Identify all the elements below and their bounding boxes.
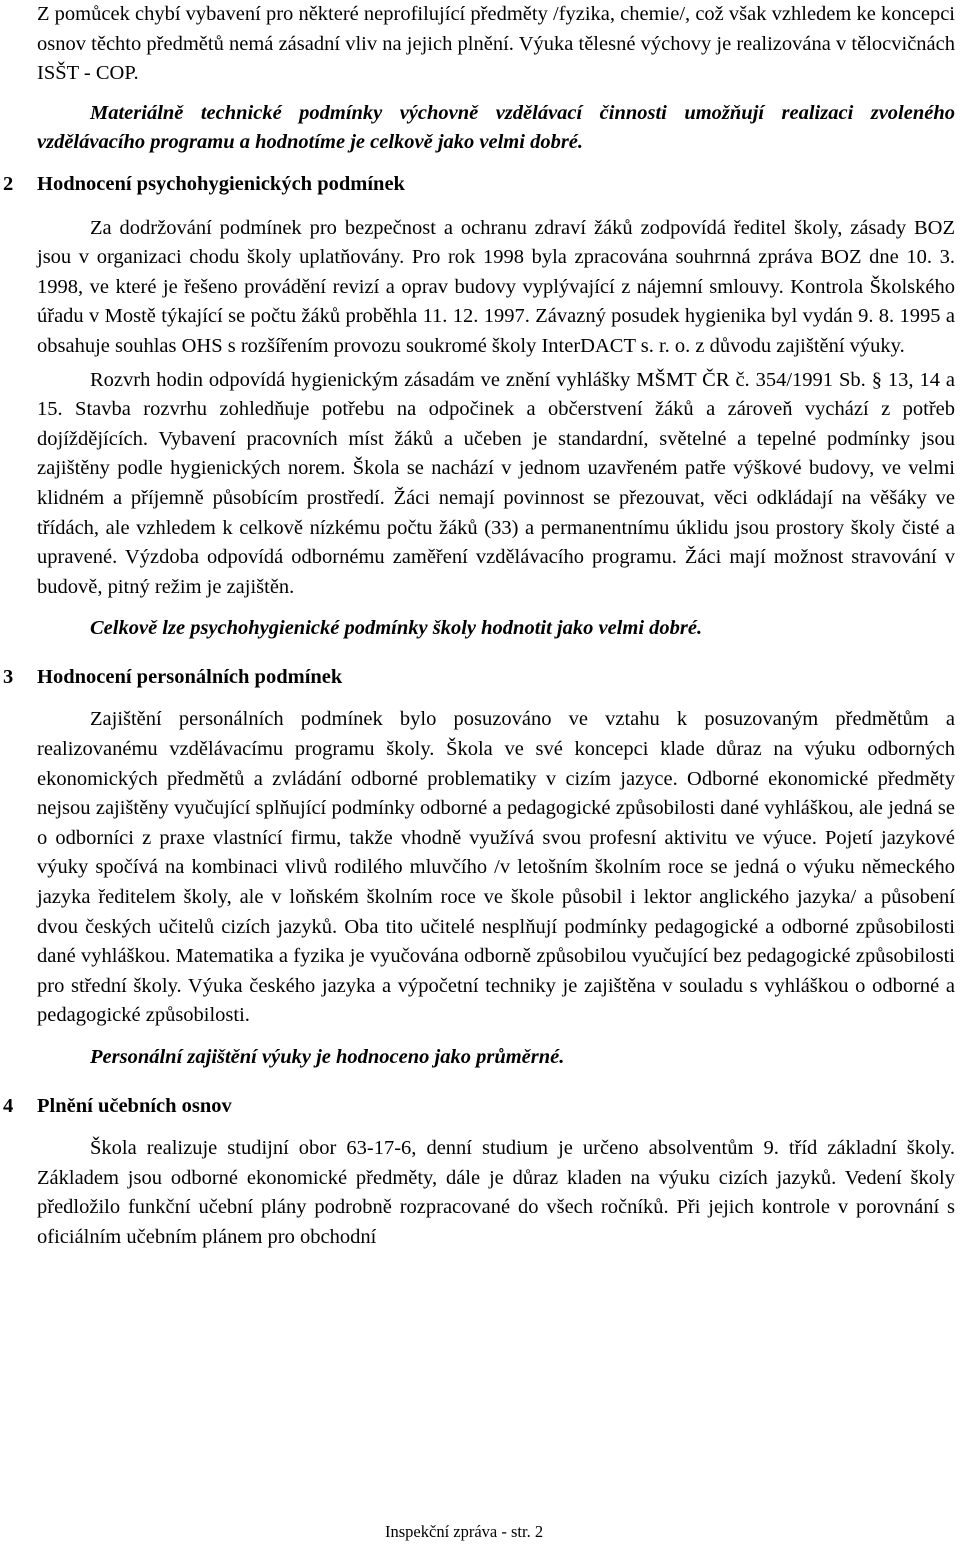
section-2-conclusion: Celkově lze psychohygienické podmínky školy hodnotit jako velmi dobré. (90, 617, 703, 640)
section-3-heading (3, 663, 955, 693)
intro-conclusion: Materiálně technické podmínky výchovně vzdělávací činnosti umožňují realizaci zvoleného vzdělávacího programu a hodnotíme je celkově jako velmi dobré. (37, 101, 955, 154)
section-2-heading (3, 170, 955, 200)
section-4-title: Plnění učebních osnov (37, 1094, 232, 1117)
section-2-paragraph-1: Za dodržování podmínek pro bezpečnost a ochranu zdraví žáků zodpovídá ředitel školy, zásady BOZ jsou v organizaci chodu školy uplatňovány. Pro rok 1998 byla zpracována souhrnná zpráva BOZ dne 10. 3. 1998, ve které je řešeno provádění revizí a oprav budovy vyplývající z nájemní smlouvy. Kontrola Školského úřadu v Mostě týkající se počtu žáků proběhla 11. 12. 1997. Závazný posudek hygienika byl vydán 9. 8. 1995 a obsahuje souhlas OHS s rozšířením provozu soukromé školy InterDACT s. r. o. z důvodu zajištění výuky. (37, 216, 955, 357)
document-page (3, 0, 955, 1253)
section-2-paragraph-2: Rozvrh hodin odpovídá hygienickým zásadám ve znění vyhlášky MŠMT ČR č. 354/1991 Sb. § 13, 14 a 15. Stavba rozvrhu zohledňuje potřebu na odpočinek a občerstvení žáků a zároveň vychází z potřeb dojíždějících. Vybavení pracovních míst žáků a učeben je standardní, světelné a tepelné podmínky jsou zajištěny podle hygienických norem. Škola se nachází v jednom uzavřeném patře výškové budovy, ve velmi klidném a příjemně působícím prostředí. Žáci nemají povinnost se přezouvat, věci odkládají na věšáky ve třídách, ale vzhledem k celkově nízkému počtu žáků (33) a permanentnímu úklidu jsou prostory školy čisté a upravené. Výzdoba odpovídá odbornému zaměření vzdělávacího programu. Žáci mají možnost stravování v budově, pitný režim je zajištěn. (37, 368, 955, 598)
section-4-paragraph-1: Škola realizuje studijní obor 63-17-6, denní studium je určeno absolventům 9. tříd základní školy. Základem jsou odborné ekonomické předměty, dále je důraz kladen na výuku cizích jazyků. Vedení školy předložilo funkční učební plány podrobně rozpracované do všech ročníků. Při jejich kontrole v porovnání s oficiálním učebním plánem pro obchodní (37, 1137, 955, 1248)
intro-paragraph: Z pomůcek chybí vybavení pro některé neprofilující předměty /fyzika, chemie/, což však vzhledem ke koncepci osnov těchto předmětů nemá zásadní vliv na jejich plnění. Výuka tělesné výchovy je realizována v tělocvičnách ISŠT - COP. (37, 3, 955, 85)
section-4-heading (3, 1092, 955, 1122)
page-footer: Inspekční zpráva - str. 2 (385, 1522, 544, 1541)
section-3-number: 3 (3, 665, 14, 688)
section-2-number: 2 (3, 172, 14, 195)
section-3-title: Hodnocení personálních podmínek (37, 665, 343, 688)
section-2-title: Hodnocení psychohygienických podmínek (37, 172, 405, 195)
section-3-paragraph-1: Zajištění personálních podmínek bylo posuzováno ve vztahu k posuzovaným předmětům a realizovanému vzdělávacímu programu školy. Škola ve své koncepci klade důraz na výuku odborných ekonomických předmětů a zvládání odborné problematiky v cizím jazyce. Odborné ekonomické předměty nejsou zajištěny vyučující splňující podmínky odborné a pedagogické způsobilosti dané vyhláškou, ale jedná se o odborníci z praxe vlastnící firmu, takže vhodně využívá svou profesní aktivitu ve výuce. Pojetí jazykové výuky spočívá na kombinaci vlivů rodilého mluvčího /v letošním školním roce se jedná o výuku německého jazyka ředitelem školy, ale v loňském školním roce ve škole působil i lektor anglického jazyka/ a působení dvou českých učitelů cizích jazyků. Oba tito učitelé nesplňují podmínky pedagogické a odborné způsobilosti dané vyhláškou. Matematika a fyzika je vyučována odborně způsobilou vyučující bez pedagogické způsobilosti pro střední školy. Výuka českého jazyka a výpočetní techniky je zajištěna v souladu s vyhláškou o odborné a pedagogické způsobilosti. (37, 708, 955, 1027)
section-3-conclusion: Personální zajištění výuky je hodnoceno jako průměrné. (90, 1046, 565, 1068)
section-4-number: 4 (3, 1094, 14, 1117)
